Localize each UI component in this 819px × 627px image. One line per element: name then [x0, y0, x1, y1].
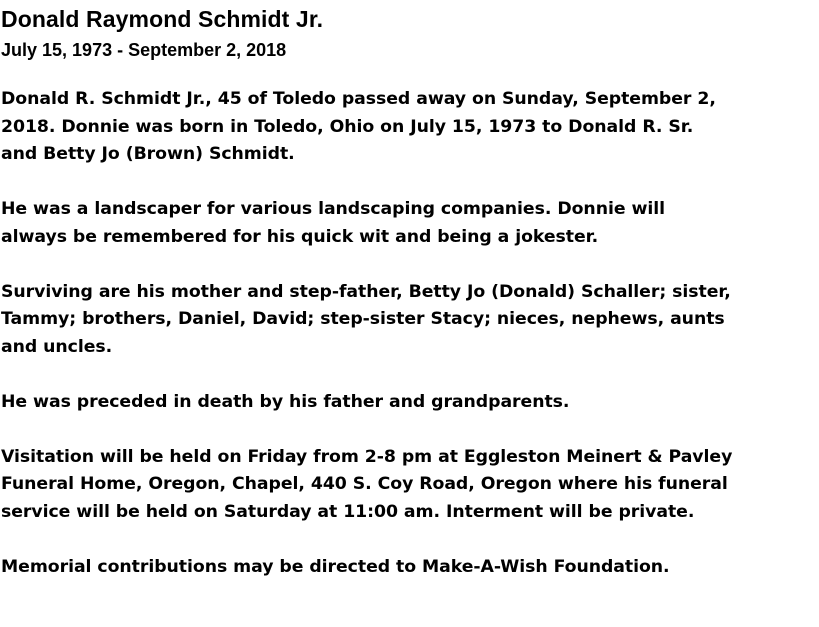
obituary-title: Donald Raymond Schmidt Jr.: [1, 6, 324, 32]
obituary-document: [1, 6, 817, 581]
paragraph-career: He was a landscaper for various landscaping companies. Donnie will always be remembered for his quick wit and being a jokester.: [1, 199, 665, 247]
paragraph-preceded: He was preceded in death by his father and grandparents.: [1, 391, 570, 412]
paragraph-survivors: Surviving are his mother and step-father, Betty Jo (Donald) Schaller; sister, Tammy; brothers, Daniel, David; step-sister Stacy; nieces, nephews, aunts and uncles.: [1, 281, 731, 357]
paragraph-memorial: Memorial contributions may be directed to Make-A-Wish Foundation.: [1, 556, 670, 577]
paragraph-visitation: Visitation will be held on Friday from 2-8 pm at Eggleston Meinert & Pavley Funeral Home, Oregon, Chapel, 440 S. Coy Road, Oregon where his funeral service will be held on Saturday at 11:00 am. Interment will be private.: [1, 446, 733, 522]
paragraph-intro: Donald R. Schmidt Jr., 45 of Toledo passed away on Sunday, September 2, 2018. Donnie was born in Toledo, Ohio on July 15, 1973 to Donald R. Sr. and Betty Jo (Brown) Schmidt.: [1, 89, 716, 164]
life-dates: July 15, 1973 - September 2, 2018: [1, 40, 287, 60]
